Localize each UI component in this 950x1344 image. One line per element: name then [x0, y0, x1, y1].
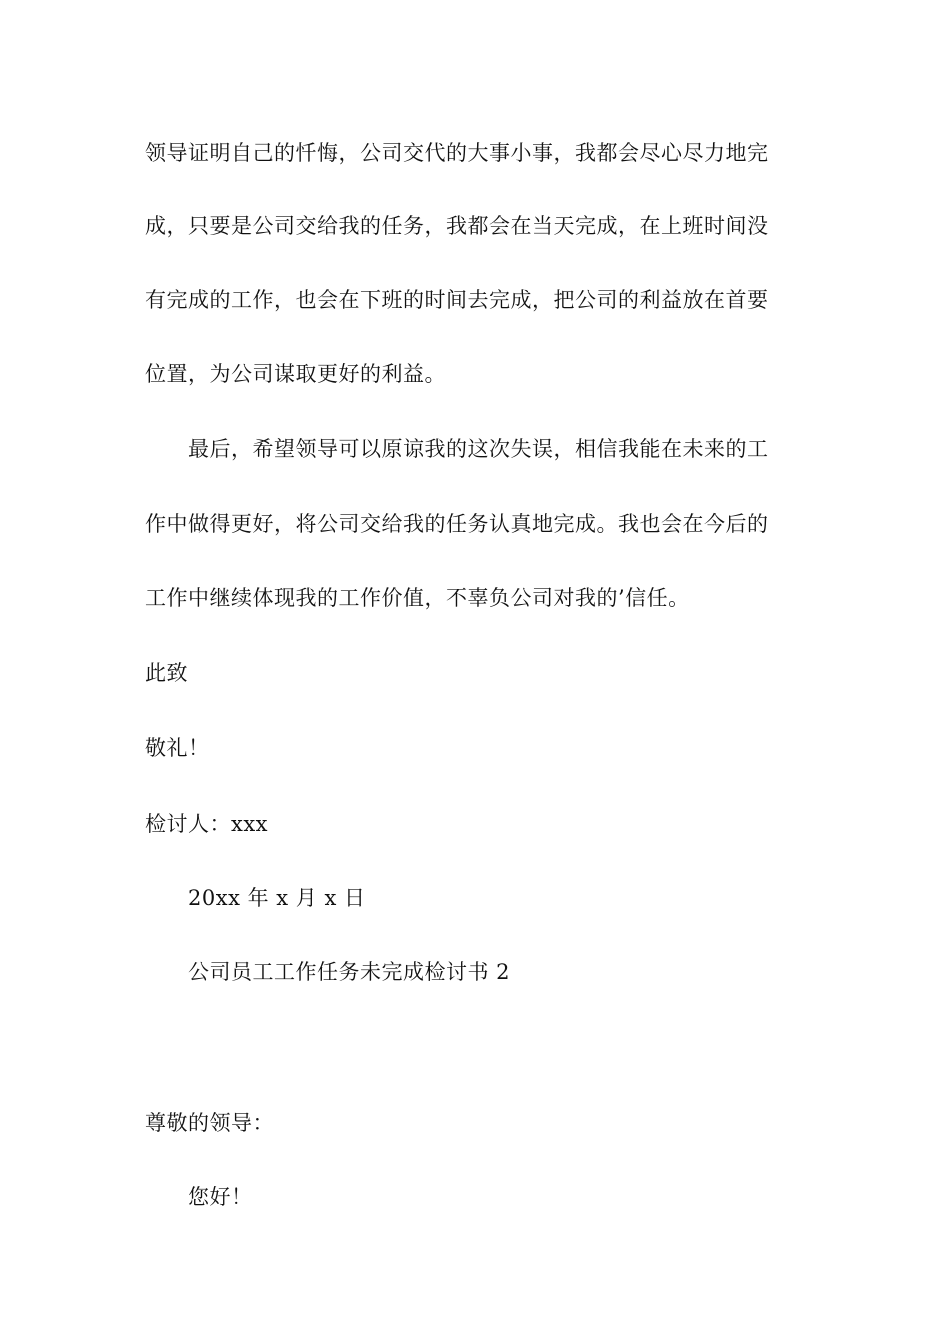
body-paragraph-line: 有完成的工作，也会在下班的时间去完成，把公司的利益放在首要 — [145, 288, 769, 312]
date-line: 20xx 年 x 月 x 日 — [188, 886, 366, 910]
body-paragraph-line: 位置，为公司谋取更好的利益。 — [145, 362, 446, 386]
author-signature: 检讨人：xxx — [145, 812, 269, 836]
closing-paragraph-line: 工作中继续体现我的工作价值，不辜负公司对我的’信任。 — [145, 586, 690, 610]
closing-paragraph-line: 最后，希望领导可以原谅我的这次失误，相信我能在未来的工 — [188, 437, 769, 461]
greeting-recipient: 尊敬的领导： — [145, 1111, 274, 1135]
greeting-hello: 您好！ — [188, 1185, 253, 1209]
section-title: 公司员工工作任务未完成检讨书 2 — [188, 960, 511, 984]
salutation-close: 此致 — [145, 661, 188, 685]
salutation-regards: 敬礼！ — [145, 736, 210, 760]
body-paragraph-line: 领导证明自己的忏悔，公司交代的大事小事，我都会尽心尽力地完 — [145, 141, 769, 165]
body-paragraph-line: 成，只要是公司交给我的任务，我都会在当天完成，在上班时间没 — [145, 214, 769, 238]
closing-paragraph-line: 作中做得更好，将公司交给我的任务认真地完成。我也会在今后的 — [145, 512, 769, 536]
